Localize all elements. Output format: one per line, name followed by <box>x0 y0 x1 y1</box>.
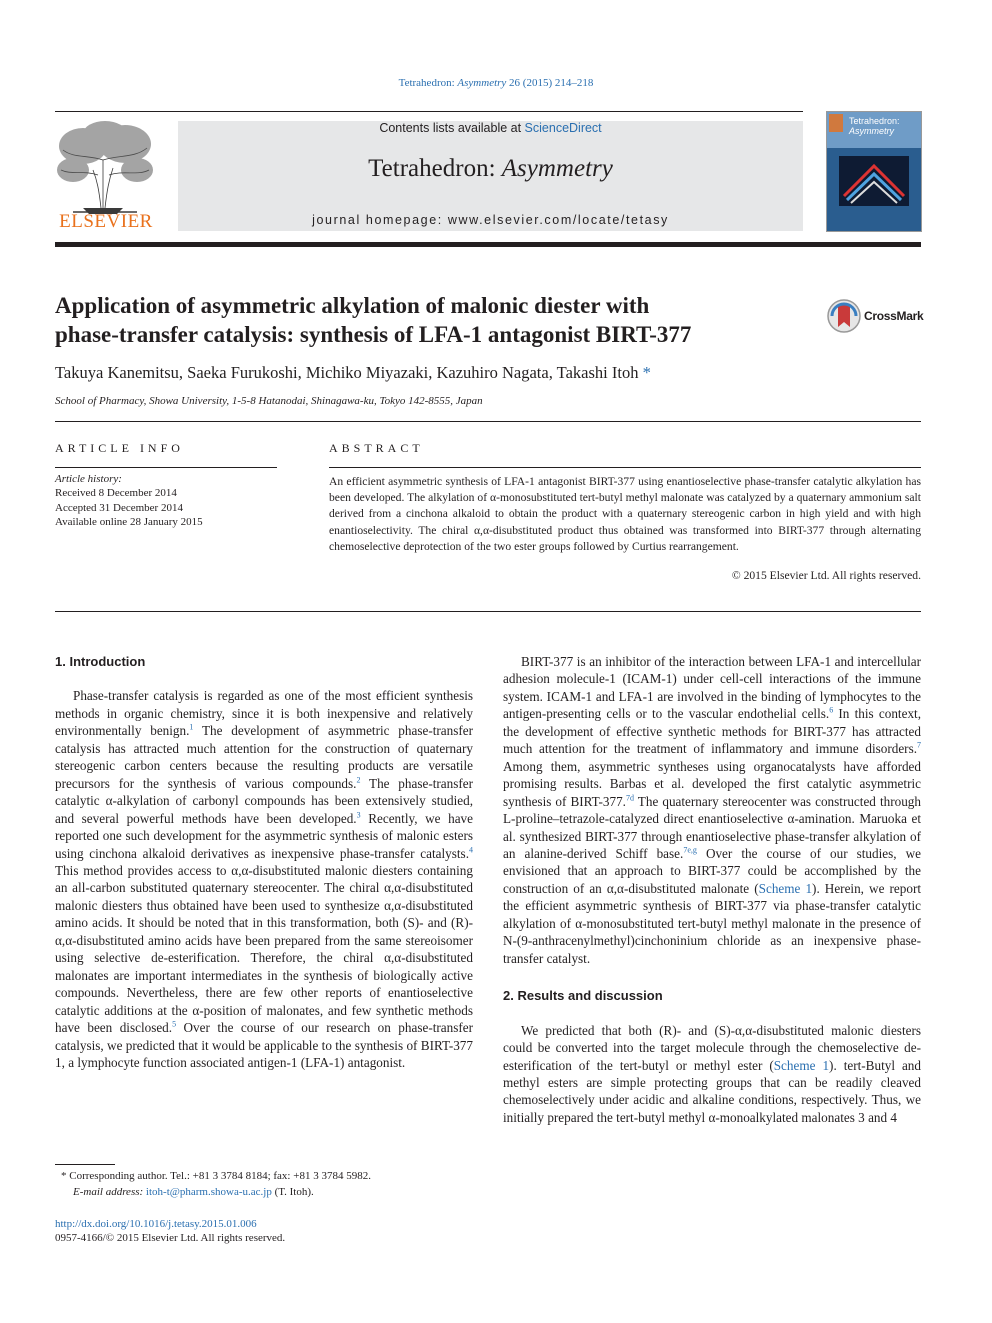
affiliation: School of Pharmacy, Showa University, 1-5-8 Hatanodai, Shinagawa-ku, Tokyo 142-8555, Japan <box>55 395 483 407</box>
article-info-heading: ARTICLE INFO <box>55 441 184 455</box>
ref-link[interactable]: 7e,g <box>683 845 697 855</box>
publisher-name: ELSEVIER <box>59 211 153 232</box>
ref-link[interactable]: 5 <box>172 1019 177 1029</box>
crossmark-label[interactable]: CrossMark <box>864 309 924 323</box>
header-rule <box>55 111 803 112</box>
abstract-copyright: © 2015 Elsevier Ltd. All rights reserved. <box>731 569 921 582</box>
cover-title: Tetrahedron: Asymmetry <box>849 116 900 136</box>
corresponding-author-mark[interactable]: * <box>642 363 651 382</box>
ref-link[interactable]: 1 <box>189 722 194 732</box>
doi-block <box>55 1217 285 1245</box>
left-column <box>55 653 473 1071</box>
section-heading-results: 2. Results and discussion <box>503 988 663 1004</box>
ref-link[interactable]: 4 <box>469 845 473 855</box>
footnote-rule <box>55 1164 115 1165</box>
journal-citation[interactable]: Tetrahedron: Asymmetry 26 (2015) 214–218 <box>398 77 594 89</box>
ref-link[interactable]: 2 <box>356 775 361 785</box>
sciencedirect-link[interactable]: ScienceDirect <box>524 121 602 135</box>
info-rule <box>55 467 277 468</box>
section-heading-introduction: 1. Introduction <box>55 654 146 669</box>
scheme-link[interactable]: Scheme 1 <box>758 880 813 896</box>
crossmark-icon[interactable] <box>826 298 862 334</box>
cover-publisher-mark <box>829 114 843 132</box>
header-thick-rule <box>55 242 921 247</box>
section-rule <box>55 421 921 422</box>
email-link[interactable]: itoh-t@pharm.showa-u.ac.jp <box>145 1185 272 1198</box>
ref-link[interactable]: 7d <box>625 793 634 803</box>
ref-link[interactable]: 7 <box>917 740 921 750</box>
author-list: Takuya Kanemitsu, Saeka Furukoshi, Michiko Miyazaki, Kazuhiro Nagata, Takashi Itoh * <box>55 363 651 382</box>
ref-link[interactable]: 3 <box>356 810 361 820</box>
cover-artwork <box>839 156 909 206</box>
scheme-link[interactable]: Scheme 1 <box>773 1057 830 1073</box>
journal-title: Tetrahedron: Asymmetry <box>368 155 613 182</box>
article-title: Application of asymmetric alkylation of malonic diester with phase-transfer catalysis: synthesis of LFA-1 antagonist BIRT-377 <box>55 293 692 347</box>
abstract-text: An efficient asymmetric synthesis of LFA-1 antagonist BIRT-377 using enantioselective phase-transfer catalytic alkylation has been developed. The alkylation of α-monosubstituted tert-butyl methyl malonate was catalyzed by a quaternary ammonium salt derived from a cinchona alkaloid to obtain the product with a quaternary stereogenic carbon in high yield and with high enantioselectivity. The chiral α,α-disubstituted product thus obtained was transformed into BIRT-377 through alternating chemoselective deprotection of the two ester groups followed by Curtius rearrangement. <box>329 475 921 553</box>
ref-link[interactable]: 6 <box>829 705 834 715</box>
journal-cover-thumbnail[interactable] <box>826 111 922 232</box>
article-history: Article history: Received 8 December 2014 Accepted 31 December 2014 Available online 28 January 2015 <box>55 473 203 528</box>
birt-paragraph: BIRT-377 is an inhibitor of the interaction between LFA-1 and intercellular adhesion molecule-1 (ICAM-1) under cell-cell interactions of the immune system. ICAM-1 and LFA-1 are involved in the binding of lymphocytes to the antigen-presenting cells or to the vascular endothelial cells.$^6$ In this context, the development of effective synthetic methods for BIRT-377 has attracted much attention for the treatment of inflammatory and immune disorders.$^7$ Among them, asymmetric syntheses using organocatalysts have afforded promising results. Barbas et al. developed the first catalytic asymmetric synthesis of BIRT-377.$^{7d}$ The quaternary stereocenter was constructed through L-proline–tetrazole-catalyzed direct enantioselective α-amination. Maruoka et al. synthesized BIRT-377 through enantioselective phase-transfer alkylation of an alanine-derived Schiff base.$^{7e,g}$ Over the course of our studies, we envisioned that an approach to BIRT-377 could be accomplished by the construction of an α,α-disubstituted malonate (Scheme 1). Herein, we report the efficient asymmetric synthesis of BIRT-377 via phase-transfer catalytic alkylation of α-monosubstituted tert-butyl methyl malonate in the presence of N-(9-anthracenylmethyl)cinchoninium chloride as an inexpensive phase-transfer catalyst. <box>503 654 921 966</box>
right-column <box>503 653 921 1126</box>
intro-paragraph: Phase-transfer catalysis is regarded as one of the most efficient synthesis methods in organic chemistry, since it is both inexpensive and relatively environmentally benign.$^1$ The development of asymmetric phase-transfer catalysis has attracted much attention for the construction of quaternary stereogenic carbon centers because the resulting products are versatile precursors for the synthesis of various compounds.$^2$ The phase-transfer catalytic α-alkylation of carbonyl compounds has been extensively studied, and several powerful methods have been developed.$^3$ Recently, we have reported one such development for the asymmetric synthesis of malonic esters using cinchona alkaloid derivatives as inexpensive phase-transfer catalysts.$^4$ This method provides access to α,α-disubstituted malonic diesters containing an all-carbon substituted quaternary stereocenter. The chiral α,α-disubstituted malonic diesters thus obtained have been used to synthesize α,α-disubstituted amino acids. It should be noted that in this transformation, both (S)- and (R)-α,α-disubstituted amino acids have been prepared from the same stereoisomer using selective de-esterification. Therefore, the chiral α,α-disubstituted malonates are important intermediates in the synthesis of biologically active compounds. Nevertheless, there are few other reports of enantioselective catalytic additions at the α-position of malonates, and few synthetic methods have been disclosed.$^5$ Over the course of our research on phase-transfer catalysis, we predicted that it would be applicable to the synthesis of BIRT-377 1, a lymphocyte function associated antigen-1 (LFA-1) antagonist. <box>55 688 473 1070</box>
journal-homepage-link[interactable]: journal homepage: www.elsevier.com/locate/tetasy <box>312 213 669 227</box>
results-paragraph: We predicted that both (R)- and (S)-α,α-disubstituted malonic diesters could be converted into the target molecule through the chemoselective de-esterification of the tert-butyl or methyl ester (Scheme 1). tert-Butyl and methyl esters are simple protecting groups that can be readily cleaved chemoselectively under acidic and alkaline conditions, respectively. Thus, we initially prepared the tert-butyl methyl α-monoalkylated malonates 3 and 4 <box>503 1022 921 1125</box>
contents-line: Contents lists available at ScienceDirect <box>379 121 602 135</box>
doi-link[interactable]: http://dx.doi.org/10.1016/j.tetasy.2015.01.006 <box>55 1218 257 1230</box>
issn-line: 0957-4166/© 2015 Elsevier Ltd. All rights reserved. <box>55 1232 286 1244</box>
abstract-bottom-rule <box>55 611 921 612</box>
abstract-rule <box>329 467 921 468</box>
abstract-heading: ABSTRACT <box>329 441 424 455</box>
corresponding-footnote: * Corresponding author. Tel.: +81 3 3784 8184; fax: +81 3 3784 5982. E-mail address: itoh-t@pharm.showa-u.ac.jp (T. Itoh). <box>61 1170 371 1198</box>
